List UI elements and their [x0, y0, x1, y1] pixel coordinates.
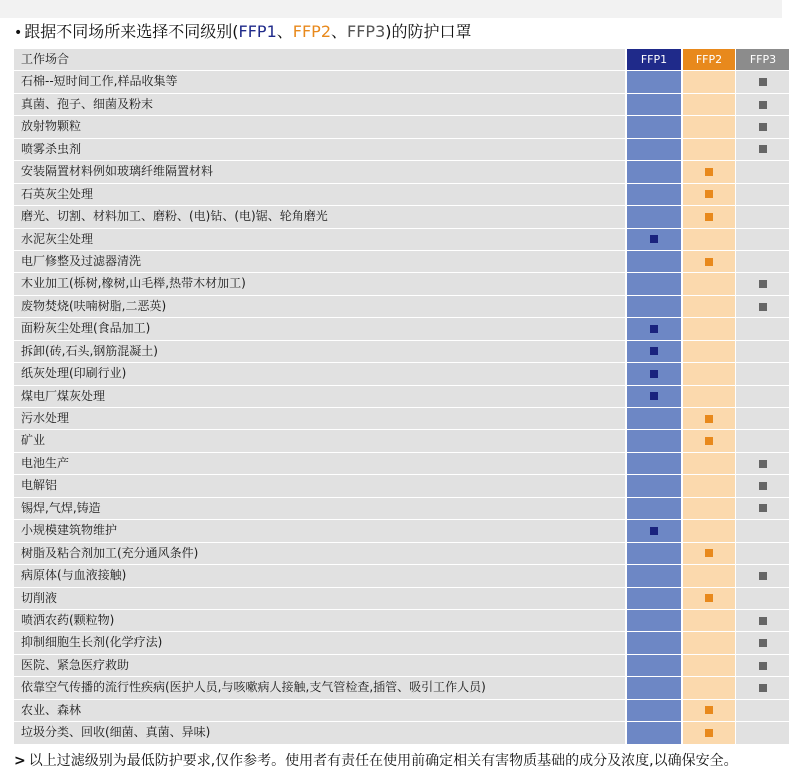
ffp3-marker-icon	[759, 101, 767, 109]
ffp3-cell	[736, 543, 789, 564]
ffp2-marker-icon	[705, 729, 713, 737]
table-row	[14, 542, 789, 564]
ffp1-cell	[627, 273, 682, 294]
ffp3-cell	[736, 206, 789, 227]
table-row	[14, 317, 789, 339]
ffp2-cell	[683, 408, 735, 429]
ffp3-cell	[736, 588, 789, 609]
header-ffp2-label: FFP2	[695, 53, 723, 66]
table-row	[14, 138, 789, 160]
ffp3-marker-icon	[759, 684, 767, 692]
row-workplace-label: 拆卸(砖,石头,钢筋混凝土)	[14, 341, 625, 362]
ffp3-marker-icon	[759, 662, 767, 670]
ffp2-cell	[683, 139, 735, 160]
row-workplace-label: 电厂修整及过滤器清洗	[14, 251, 625, 272]
table-row	[14, 272, 789, 294]
table-row	[14, 676, 789, 698]
header-ffp3-label: FFP3	[749, 53, 777, 66]
heading-suffix: )的防护口罩	[385, 22, 472, 41]
table-row	[14, 519, 789, 541]
ffp1-cell	[627, 318, 682, 339]
ffp2-cell	[683, 453, 735, 474]
row-workplace-label: 垃圾分类、回收(细菌、真菌、异味)	[14, 722, 625, 743]
ffp3-marker-icon	[759, 504, 767, 512]
ffp3-cell	[736, 700, 789, 721]
row-workplace-label: 安装隔置材料例如玻璃纤维隔置材料	[14, 161, 625, 182]
ffp2-cell	[683, 363, 735, 384]
ffp1-marker-icon	[650, 527, 658, 535]
row-workplace-label: 石英灰尘处理	[14, 184, 625, 205]
ffp2-cell	[683, 386, 735, 407]
heading-prefix: 跟据不同场所来选择不同级别(	[24, 22, 239, 41]
row-workplace-label: 污水处理	[14, 408, 625, 429]
ffp3-marker-icon	[759, 639, 767, 647]
table-row	[14, 452, 789, 474]
ffp1-cell	[627, 565, 682, 586]
ffp3-cell	[736, 71, 789, 92]
ffp3-cell	[736, 610, 789, 631]
ffp2-marker-icon	[705, 706, 713, 714]
table-row	[14, 564, 789, 586]
ffp3-marker-icon	[759, 123, 767, 131]
table-row	[14, 183, 789, 205]
ffp2-cell	[683, 610, 735, 631]
ffp1-marker-icon	[650, 325, 658, 333]
row-workplace-label: 锡焊,气焊,铸造	[14, 498, 625, 519]
ffp2-cell	[683, 588, 735, 609]
heading-separator-2: 、	[331, 22, 348, 41]
heading-separator-1: 、	[276, 22, 293, 41]
ffp2-cell	[683, 318, 735, 339]
table-row	[14, 385, 789, 407]
row-workplace-label: 小规模建筑物维护	[14, 520, 625, 541]
table-row	[14, 340, 789, 362]
ffp2-cell	[683, 116, 735, 137]
table-row	[14, 721, 789, 743]
row-workplace-label: 电解铝	[14, 475, 625, 496]
ffp2-cell	[683, 94, 735, 115]
ffp3-cell	[736, 116, 789, 137]
ffp2-cell	[683, 498, 735, 519]
heading-bullet: •	[14, 25, 23, 41]
table-row	[14, 93, 789, 115]
row-workplace-label: 煤电厂煤灰处理	[14, 386, 625, 407]
ffp3-marker-icon	[759, 280, 767, 288]
ffp3-cell	[736, 498, 789, 519]
ffp1-cell	[627, 677, 682, 698]
table-row	[14, 429, 789, 451]
row-workplace-label: 木业加工(栎树,橡树,山毛榉,热带木材加工)	[14, 273, 625, 294]
ffp3-cell	[736, 229, 789, 250]
header-ffp1-label: FFP1	[640, 53, 668, 66]
ffp1-cell	[627, 453, 682, 474]
ffp1-cell	[627, 408, 682, 429]
ffp2-cell	[683, 565, 735, 586]
table-row	[14, 250, 789, 272]
ffp3-cell	[736, 273, 789, 294]
ffp3-cell	[736, 184, 789, 205]
ffp2-cell	[683, 296, 735, 317]
row-workplace-label: 病原体(与血液接触)	[14, 565, 625, 586]
ffp1-cell	[627, 341, 682, 362]
ffp2-cell	[683, 273, 735, 294]
row-workplace-label: 抑制细胞生长剂(化学疗法)	[14, 632, 625, 653]
ffp3-cell	[736, 386, 789, 407]
ffp1-cell	[627, 161, 682, 182]
ffp1-marker-icon	[650, 392, 658, 400]
ffp3-cell	[736, 161, 789, 182]
heading-ffp3: FFP3	[347, 22, 386, 41]
table-row	[14, 587, 789, 609]
ffp3-cell	[736, 139, 789, 160]
ffp3-cell	[736, 677, 789, 698]
table-row	[14, 160, 789, 182]
row-workplace-label: 放射物颗粒	[14, 116, 625, 137]
ffp3-cell	[736, 430, 789, 451]
ffp3-cell	[736, 341, 789, 362]
ffp2-marker-icon	[705, 213, 713, 221]
row-workplace-label: 面粉灰尘处理(食品加工)	[14, 318, 625, 339]
table-header-row	[14, 48, 789, 70]
ffp1-cell	[627, 386, 682, 407]
ffp1-cell	[627, 363, 682, 384]
top-bar	[0, 0, 782, 18]
table-row	[14, 631, 789, 653]
ffp2-marker-icon	[705, 168, 713, 176]
ffp3-cell	[736, 363, 789, 384]
ffp3-cell	[736, 632, 789, 653]
ffp3-cell	[736, 722, 789, 743]
ffp3-marker-icon	[759, 617, 767, 625]
ffp1-cell	[627, 430, 682, 451]
table-body	[14, 70, 789, 743]
ffp3-marker-icon	[759, 572, 767, 580]
ffp2-marker-icon	[705, 437, 713, 445]
ffp2-cell	[683, 632, 735, 653]
ffp3-cell	[736, 408, 789, 429]
row-workplace-label: 喷洒农药(颗粒物)	[14, 610, 625, 631]
row-workplace-label: 切削液	[14, 588, 625, 609]
ffp1-cell	[627, 296, 682, 317]
ffp3-marker-icon	[759, 145, 767, 153]
row-workplace-label: 依靠空气传播的流行性疾病(医护人员,与咳嗽病人接触,支气管检查,插管、吸引工作人员)	[14, 677, 625, 698]
header-ffp3	[736, 49, 789, 70]
ffp3-marker-icon	[759, 78, 767, 86]
ffp1-cell	[627, 610, 682, 631]
disclaimer-text: 以上过滤级别为最低防护要求,仅作参考。使用者有责任在使用前确定相关有害物质基础的成分及浓度,以确保安全。	[28, 753, 738, 769]
header-ffp1	[627, 49, 682, 70]
header-workplace: 工作场合	[14, 49, 625, 70]
ffp2-marker-icon	[705, 549, 713, 557]
ffp2-cell	[683, 475, 735, 496]
ffp3-cell	[736, 251, 789, 272]
row-workplace-label: 喷雾杀虫剂	[14, 139, 625, 160]
table-row	[14, 115, 789, 137]
ffp1-cell	[627, 498, 682, 519]
disclaimer-arrow-icon: >	[14, 753, 26, 769]
row-workplace-label: 矿业	[14, 430, 625, 451]
ffp2-cell	[683, 543, 735, 564]
protection-level-table	[14, 48, 789, 744]
table-row	[14, 205, 789, 227]
ffp1-cell	[627, 184, 682, 205]
ffp3-marker-icon	[759, 482, 767, 490]
ffp1-marker-icon	[650, 370, 658, 378]
ffp2-cell	[683, 655, 735, 676]
table-row	[14, 474, 789, 496]
ffp3-cell	[736, 296, 789, 317]
ffp3-cell	[736, 565, 789, 586]
ffp2-cell	[683, 700, 735, 721]
table-row	[14, 407, 789, 429]
ffp1-cell	[627, 71, 682, 92]
ffp2-cell	[683, 430, 735, 451]
heading-ffp2: FFP2	[292, 22, 331, 41]
ffp1-cell	[627, 475, 682, 496]
ffp2-cell	[683, 722, 735, 743]
ffp3-cell	[736, 318, 789, 339]
table-row	[14, 70, 789, 92]
row-workplace-label: 纸灰处理(印刷行业)	[14, 363, 625, 384]
ffp3-marker-icon	[759, 303, 767, 311]
row-workplace-label: 废物焚烧(呋喃树脂,二恶英)	[14, 296, 625, 317]
table-row	[14, 362, 789, 384]
ffp1-cell	[627, 116, 682, 137]
row-workplace-label: 树脂及粘合剂加工(充分通风条件)	[14, 543, 625, 564]
ffp3-cell	[736, 453, 789, 474]
table-row	[14, 609, 789, 631]
ffp1-cell	[627, 543, 682, 564]
ffp3-marker-icon	[759, 460, 767, 468]
table-row	[14, 699, 789, 721]
heading-ffp1: FFP1	[238, 22, 277, 41]
row-workplace-label: 农业、森林	[14, 700, 625, 721]
ffp3-cell	[736, 94, 789, 115]
row-workplace-label: 电池生产	[14, 453, 625, 474]
ffp1-cell	[627, 700, 682, 721]
ffp2-cell	[683, 161, 735, 182]
ffp1-cell	[627, 655, 682, 676]
page-heading	[14, 20, 472, 45]
ffp2-cell	[683, 71, 735, 92]
ffp2-cell	[683, 520, 735, 541]
ffp3-cell	[736, 655, 789, 676]
ffp2-cell	[683, 229, 735, 250]
ffp1-cell	[627, 206, 682, 227]
disclaimer	[14, 750, 738, 772]
ffp2-marker-icon	[705, 415, 713, 423]
ffp2-marker-icon	[705, 258, 713, 266]
ffp2-cell	[683, 251, 735, 272]
ffp2-cell	[683, 184, 735, 205]
table-row	[14, 654, 789, 676]
ffp1-marker-icon	[650, 235, 658, 243]
ffp2-cell	[683, 341, 735, 362]
ffp2-marker-icon	[705, 594, 713, 602]
ffp1-cell	[627, 251, 682, 272]
header-ffp2	[683, 49, 735, 70]
ffp3-cell	[736, 520, 789, 541]
table-row	[14, 295, 789, 317]
ffp1-cell	[627, 520, 682, 541]
ffp1-cell	[627, 94, 682, 115]
ffp3-cell	[736, 475, 789, 496]
ffp1-cell	[627, 139, 682, 160]
row-workplace-label: 真菌、孢子、细菌及粉末	[14, 94, 625, 115]
ffp2-marker-icon	[705, 190, 713, 198]
ffp1-cell	[627, 588, 682, 609]
ffp1-cell	[627, 722, 682, 743]
ffp2-cell	[683, 677, 735, 698]
row-workplace-label: 磨光、切割、材料加工、磨粉、(电)钻、(电)锯、轮角磨光	[14, 206, 625, 227]
ffp1-cell	[627, 229, 682, 250]
row-workplace-label: 水泥灰尘处理	[14, 229, 625, 250]
row-workplace-label: 医院、紧急医疗救助	[14, 655, 625, 676]
table-row	[14, 228, 789, 250]
ffp1-marker-icon	[650, 347, 658, 355]
ffp2-cell	[683, 206, 735, 227]
ffp1-cell	[627, 632, 682, 653]
row-workplace-label: 石棉--短时间工作,样品收集等	[14, 71, 625, 92]
table-row	[14, 497, 789, 519]
